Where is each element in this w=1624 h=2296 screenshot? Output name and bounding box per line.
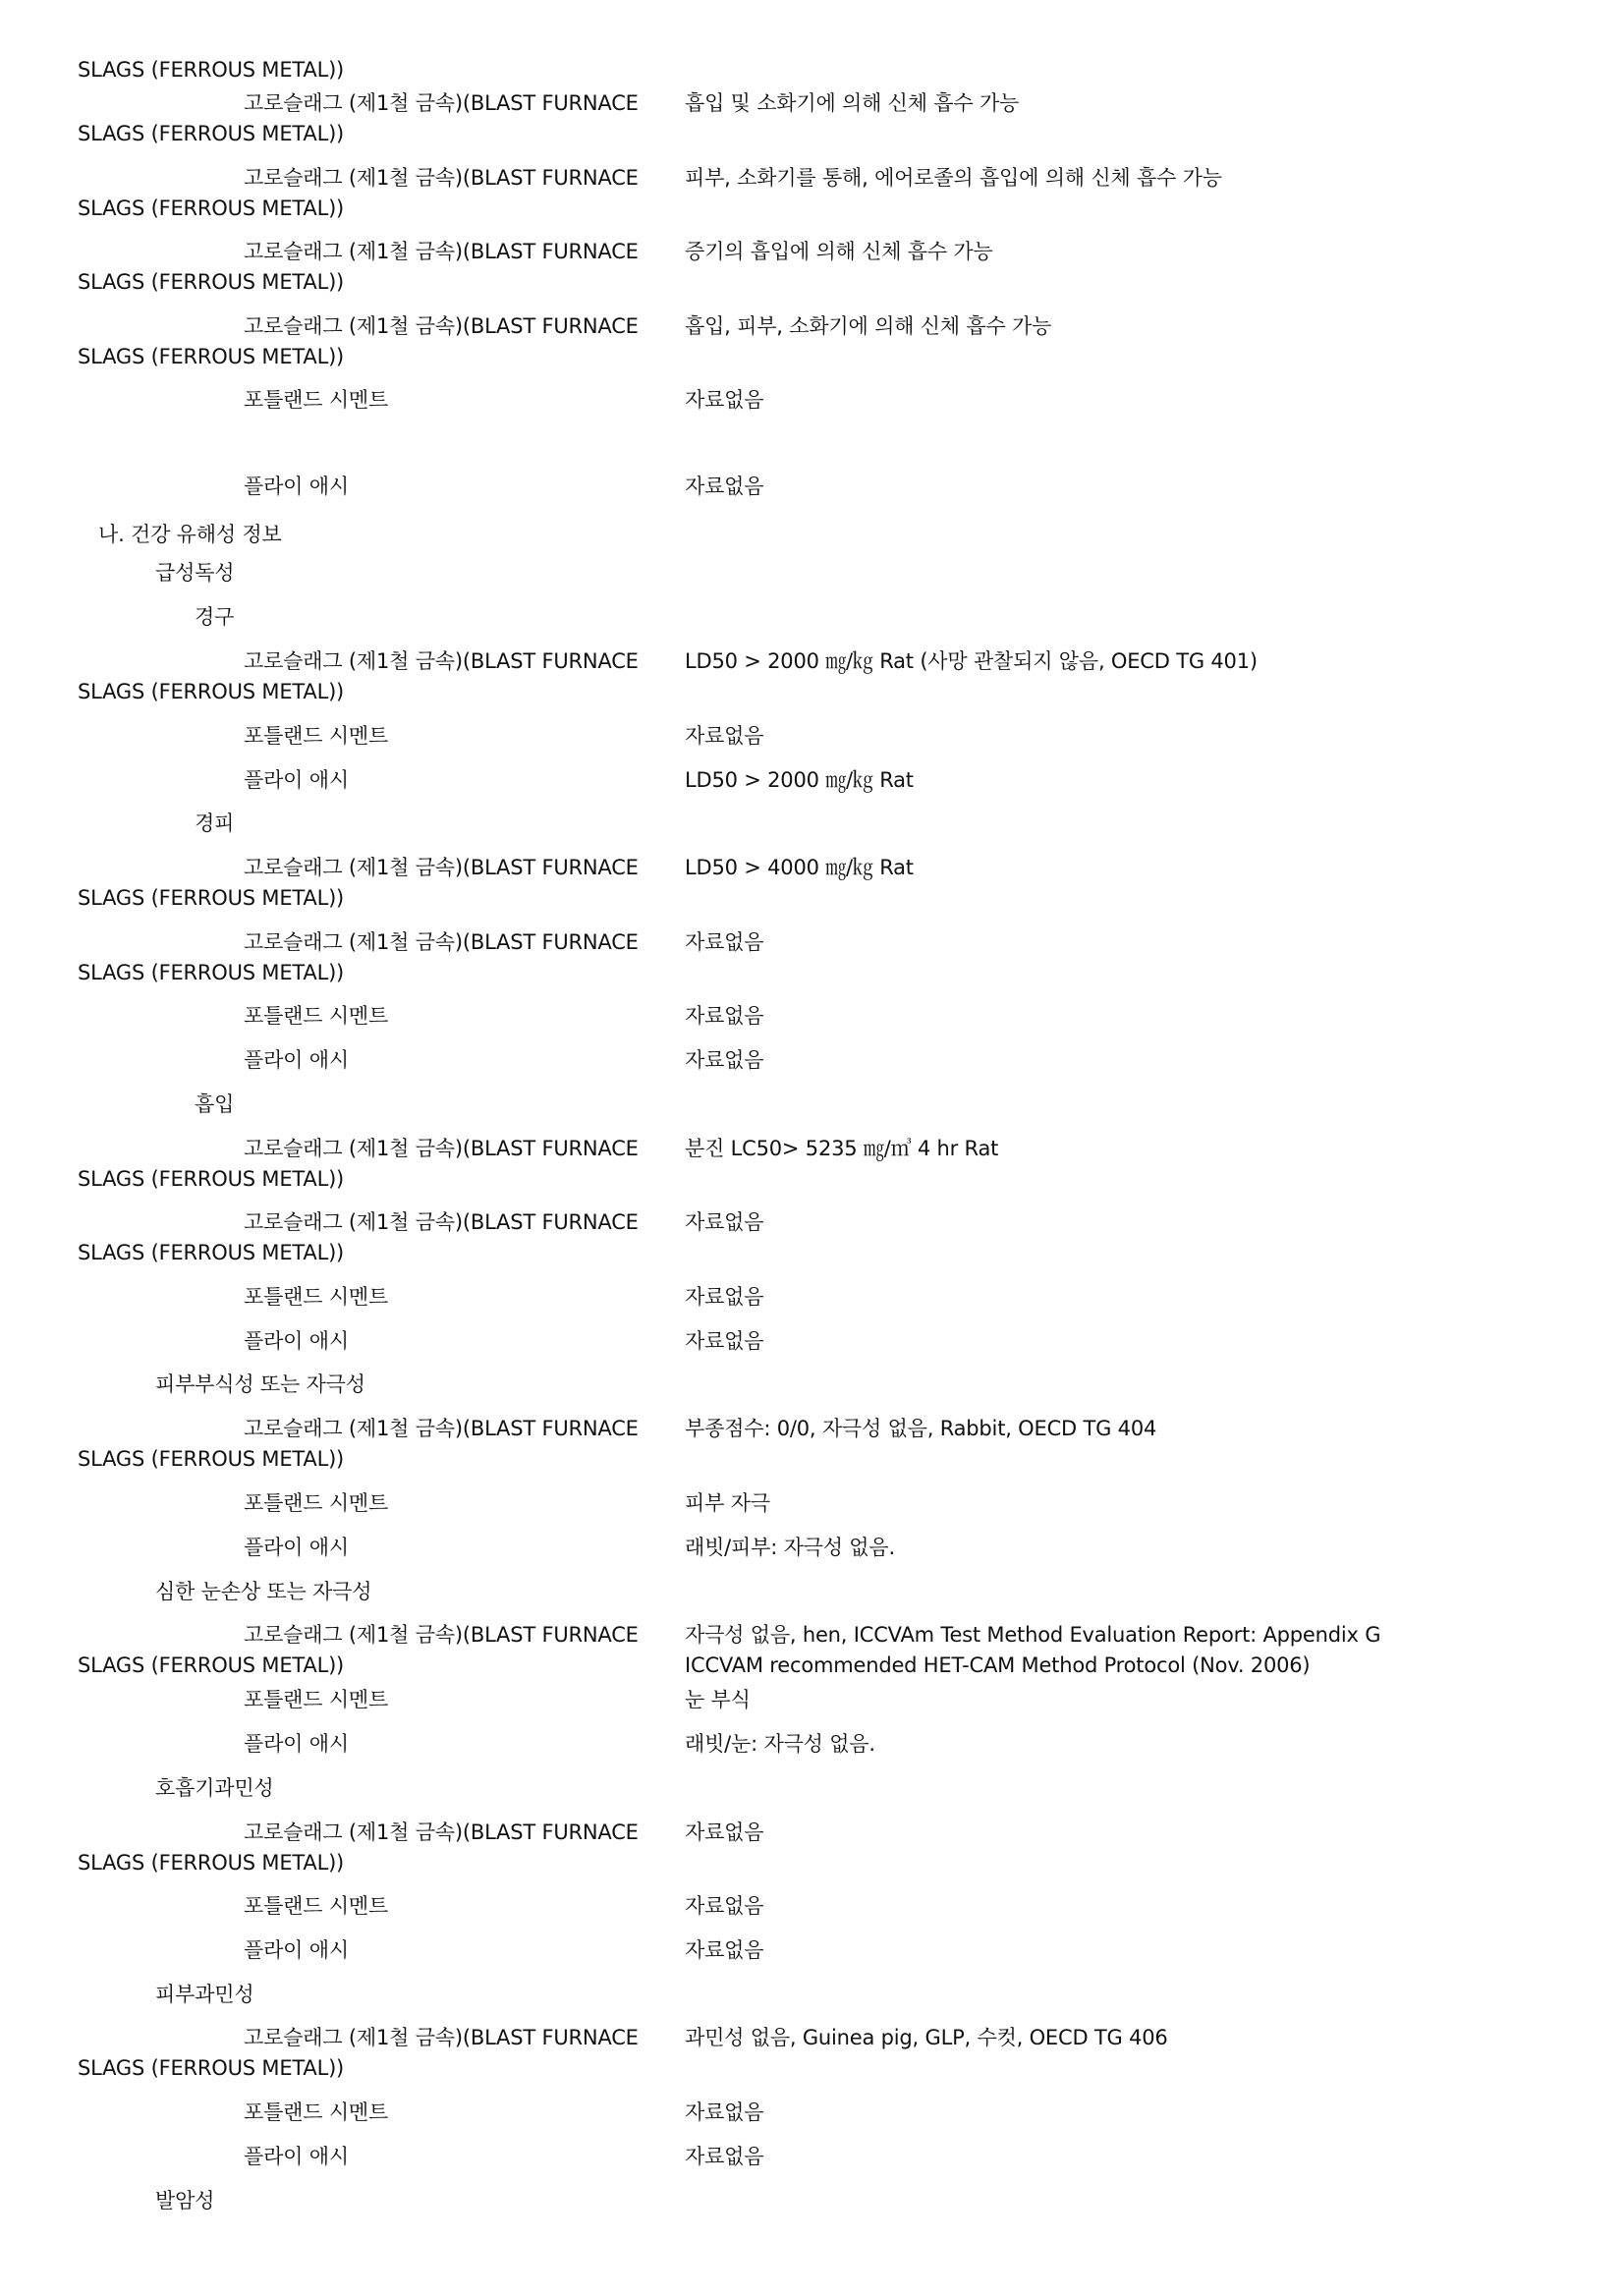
no-data-value: 자료없음 xyxy=(685,1820,764,1844)
skin-corrosion-flyash-value: 래빗/피부: 자극성 없음. xyxy=(685,1536,895,1559)
eye-damage-slag-value-line1: 자극성 없음, hen, ICCVAm Test Method Evaluation Report: Appendix G xyxy=(685,1623,1381,1647)
heading-oral: 경구 xyxy=(195,605,235,629)
no-data-value: 자료없음 xyxy=(685,2145,764,2168)
eye-damage-cement-value: 눈 부식 xyxy=(685,1688,751,1711)
absorption-route: 증기의 흡입에 의해 신체 흡수 가능 xyxy=(685,240,993,263)
cement-name: 포틀랜드 시멘트 xyxy=(244,388,389,412)
slag-name-continuation: SLAGS (FERROUS METAL)) xyxy=(78,1167,345,1191)
slag-name-continuation: SLAGS (FERROUS METAL)) xyxy=(78,1447,345,1471)
dermal-slag-value: LD50 > 4000 ㎎/㎏ Rat xyxy=(685,856,914,879)
slag-name-continuation: SLAGS (FERROUS METAL)) xyxy=(78,58,345,82)
heading-inhalation: 흡입 xyxy=(195,1092,235,1116)
no-data-value: 자료없음 xyxy=(685,1894,764,1918)
heading-dermal: 경피 xyxy=(195,812,235,835)
slag-name: 고로슬래그 (제1철 금속)(BLAST FURNACE xyxy=(244,1210,639,1234)
cement-name: 포틀랜드 시멘트 xyxy=(244,724,389,748)
slag-name: 고로슬래그 (제1철 금속)(BLAST FURNACE xyxy=(244,91,639,115)
no-data-value: 자료없음 xyxy=(685,1210,764,1234)
no-data-value: 자료없음 xyxy=(685,1938,764,1962)
flyash-name: 플라이 애시 xyxy=(244,1938,349,1962)
cement-name: 포틀랜드 시멘트 xyxy=(244,1004,389,1028)
oral-slag-value: LD50 > 2000 ㎎/㎏ Rat (사망 관찰되지 않음, OECD TG 401) xyxy=(685,649,1258,673)
skin-corrosion-cement-value: 피부 자극 xyxy=(685,1491,770,1515)
slag-name: 고로슬래그 (제1철 금속)(BLAST FURNACE xyxy=(244,1623,639,1647)
eye-damage-flyash-value: 래빗/눈: 자극성 없음. xyxy=(685,1732,875,1756)
heading-skin-corrosion: 피부부식성 또는 자극성 xyxy=(155,1372,365,1396)
slag-name-continuation: SLAGS (FERROUS METAL)) xyxy=(78,1851,345,1875)
inhalation-slag-value: 분진 LC50> 5235 ㎎/㎥ 4 hr Rat xyxy=(685,1137,999,1160)
absorption-route: 피부, 소화기를 통해, 에어로졸의 흡입에 의해 신체 흡수 가능 xyxy=(685,166,1222,190)
flyash-name: 플라이 애시 xyxy=(244,1732,349,1756)
heading-skin-sensitization: 피부과민성 xyxy=(155,1983,254,2006)
slag-name: 고로슬래그 (제1철 금속)(BLAST FURNACE xyxy=(244,1137,639,1160)
skin-corrosion-slag-value: 부종점수: 0/0, 자극성 없음, Rabbit, OECD TG 404 xyxy=(685,1417,1157,1440)
heading-carcinogenicity: 발암성 xyxy=(155,2189,215,2212)
flyash-name: 플라이 애시 xyxy=(244,1048,349,1072)
cement-name: 포틀랜드 시멘트 xyxy=(244,1285,389,1309)
heading-respiratory-sensitization: 호흡기과민성 xyxy=(155,1776,274,1800)
slag-name-continuation: SLAGS (FERROUS METAL)) xyxy=(78,886,345,910)
absorption-route: 흡입 및 소화기에 의해 신체 흡수 가능 xyxy=(685,91,1020,115)
no-data-value: 자료없음 xyxy=(685,1048,764,1072)
slag-name: 고로슬래그 (제1철 금속)(BLAST FURNACE xyxy=(244,1417,639,1440)
slag-name: 고로슬래그 (제1철 금속)(BLAST FURNACE xyxy=(244,166,639,190)
slag-name: 고로슬래그 (제1철 금속)(BLAST FURNACE xyxy=(244,856,639,879)
no-data-value: 자료없음 xyxy=(685,2100,764,2124)
section-heading-health: 나. 건강 유해성 정보 xyxy=(98,523,282,546)
oral-flyash-value: LD50 > 2000 ㎎/㎏ Rat xyxy=(685,768,914,792)
flyash-name: 플라이 애시 xyxy=(244,1536,349,1559)
heading-acute-toxicity: 급성독성 xyxy=(155,561,235,585)
slag-name-continuation: SLAGS (FERROUS METAL)) xyxy=(78,122,345,145)
slag-name: 고로슬래그 (제1철 금속)(BLAST FURNACE xyxy=(244,240,639,263)
no-data-value: 자료없음 xyxy=(685,724,764,748)
flyash-name: 플라이 애시 xyxy=(244,768,349,792)
slag-name: 고로슬래그 (제1철 금속)(BLAST FURNACE xyxy=(244,649,639,673)
slag-name: 고로슬래그 (제1철 금속)(BLAST FURNACE xyxy=(244,1820,639,1844)
slag-name: 고로슬래그 (제1철 금속)(BLAST FURNACE xyxy=(244,930,639,954)
no-data-value: 자료없음 xyxy=(685,475,764,498)
cement-name: 포틀랜드 시멘트 xyxy=(244,1688,389,1711)
flyash-name: 플라이 애시 xyxy=(244,475,349,498)
no-data-value: 자료없음 xyxy=(685,930,764,954)
cement-name: 포틀랜드 시멘트 xyxy=(244,1894,389,1918)
no-data-value: 자료없음 xyxy=(685,1285,764,1309)
heading-eye-damage: 심한 눈손상 또는 자극성 xyxy=(155,1580,372,1603)
slag-name-continuation: SLAGS (FERROUS METAL)) xyxy=(78,2056,345,2080)
cement-name: 포틀랜드 시멘트 xyxy=(244,2100,389,2124)
slag-name: 고로슬래그 (제1철 금속)(BLAST FURNACE xyxy=(244,314,639,338)
no-data-value: 자료없음 xyxy=(685,388,764,412)
slag-name-continuation: SLAGS (FERROUS METAL)) xyxy=(78,196,345,220)
absorption-route: 흡입, 피부, 소화기에 의해 신체 흡수 가능 xyxy=(685,314,1052,338)
cement-name: 포틀랜드 시멘트 xyxy=(244,1491,389,1515)
slag-name-continuation: SLAGS (FERROUS METAL)) xyxy=(78,961,345,984)
no-data-value: 자료없음 xyxy=(685,1004,764,1028)
eye-damage-slag-value-line2: ICCVAM recommended HET-CAM Method Protocol (Nov. 2006) xyxy=(685,1653,1311,1677)
flyash-name: 플라이 애시 xyxy=(244,2145,349,2168)
flyash-name: 플라이 애시 xyxy=(244,1329,349,1353)
slag-name-continuation: SLAGS (FERROUS METAL)) xyxy=(78,1241,345,1264)
skin-sensitization-slag-value: 과민성 없음, Guinea pig, GLP, 수컷, OECD TG 406 xyxy=(685,2026,1168,2049)
slag-name-continuation: SLAGS (FERROUS METAL)) xyxy=(78,345,345,368)
slag-name-continuation: SLAGS (FERROUS METAL)) xyxy=(78,680,345,703)
no-data-value: 자료없음 xyxy=(685,1329,764,1353)
slag-name-continuation: SLAGS (FERROUS METAL)) xyxy=(78,1653,345,1677)
slag-name: 고로슬래그 (제1철 금속)(BLAST FURNACE xyxy=(244,2026,639,2049)
slag-name-continuation: SLAGS (FERROUS METAL)) xyxy=(78,270,345,294)
